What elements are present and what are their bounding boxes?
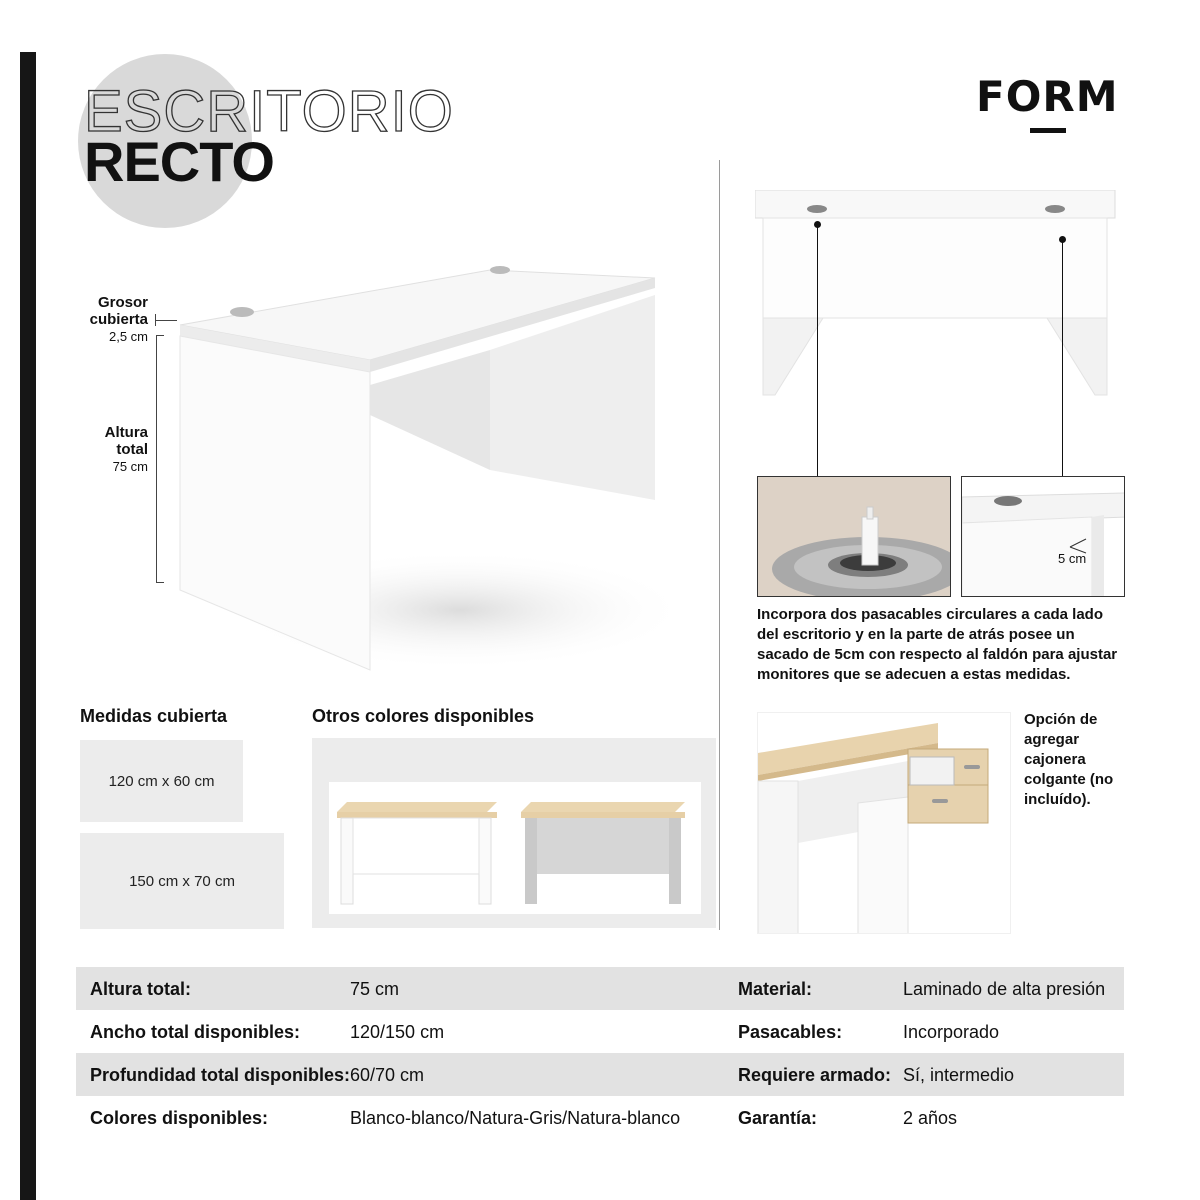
colors-title: Otros colores disponibles bbox=[312, 706, 535, 726]
thickness-annotation bbox=[60, 294, 148, 346]
spec-value: 75 cm bbox=[350, 979, 400, 999]
spec-value: 120/150 cm bbox=[350, 1022, 445, 1042]
spec-table bbox=[76, 967, 1124, 1139]
size-option-120x60: 120 cm x 60 cm bbox=[80, 740, 243, 822]
height-value: 75 cm bbox=[112, 459, 148, 474]
spec-row bbox=[76, 967, 1124, 1010]
spec-label: Garantía: bbox=[738, 1108, 818, 1128]
left-accent-bar bbox=[20, 52, 36, 1200]
thickness-label: Grosor cubierta bbox=[89, 294, 148, 328]
spec-label: Material: bbox=[738, 979, 813, 999]
drawer-option-caption: Opción de agregar cajonera colgante (no incluído). bbox=[1024, 711, 1114, 808]
spec-value: 60/70 cm bbox=[350, 1065, 425, 1085]
spec-value: Laminado de alta presión bbox=[903, 979, 1106, 999]
spec-value: Incorporado bbox=[903, 1022, 1000, 1042]
spec-label: Colores disponibles: bbox=[90, 1108, 269, 1128]
spec-label: Pasacables: bbox=[738, 1022, 843, 1042]
color-variant-desks bbox=[329, 782, 701, 914]
natura-top-2 bbox=[521, 812, 685, 818]
spec-label: Profundidad total disponibles: bbox=[90, 1065, 350, 1085]
callout-line-left bbox=[817, 224, 818, 476]
spec-label: Requiere armado: bbox=[738, 1065, 892, 1085]
column-divider bbox=[719, 160, 720, 930]
colors-panel bbox=[312, 738, 716, 928]
rear-recess-photo bbox=[961, 476, 1125, 597]
brand-logo: FORM bbox=[976, 72, 1119, 121]
height-label: Altura total bbox=[104, 424, 148, 458]
thickness-value: 2,5 cm bbox=[108, 329, 148, 344]
top-sizes-title: Medidas cubierta bbox=[80, 706, 228, 726]
colors-inner bbox=[329, 782, 701, 914]
height-annotation bbox=[60, 424, 148, 476]
spec-row bbox=[76, 1010, 1124, 1053]
title-bold: RECTO bbox=[84, 130, 274, 193]
spec-row bbox=[76, 1053, 1124, 1096]
desk-front-view bbox=[755, 190, 1125, 405]
spec-label: Altura total: bbox=[90, 979, 191, 999]
spec-label: Ancho total disponibles: bbox=[90, 1022, 300, 1042]
drawer-option-photo bbox=[757, 712, 1011, 934]
brand-logo-underline bbox=[1030, 128, 1066, 133]
natura-top-1 bbox=[337, 812, 497, 818]
spec-value: Sí, intermedio bbox=[903, 1065, 1015, 1085]
title-light: ESCRITORIO bbox=[84, 79, 454, 144]
height-line bbox=[156, 335, 157, 583]
desk-illustration bbox=[160, 230, 680, 690]
recess-dimension-label: 5 cm bbox=[1058, 551, 1087, 566]
size-option-150x70: 150 cm x 70 cm bbox=[80, 833, 284, 929]
callout-line-right bbox=[1062, 240, 1063, 476]
grommet-description: Incorpora dos pasacables circulares a cada lado del escritorio y en la parte de atrás posee un sacado de 5cm con respecto al faldón para ajustar monitores que se adecuen a estas medidas. bbox=[757, 606, 1118, 683]
spec-value: Blanco-blanco/Natura-Gris/Natura-blanco bbox=[350, 1108, 681, 1128]
cable-grommet-photo bbox=[757, 476, 951, 597]
spec-row bbox=[76, 1096, 1124, 1139]
spec-value: 2 años bbox=[903, 1108, 958, 1128]
